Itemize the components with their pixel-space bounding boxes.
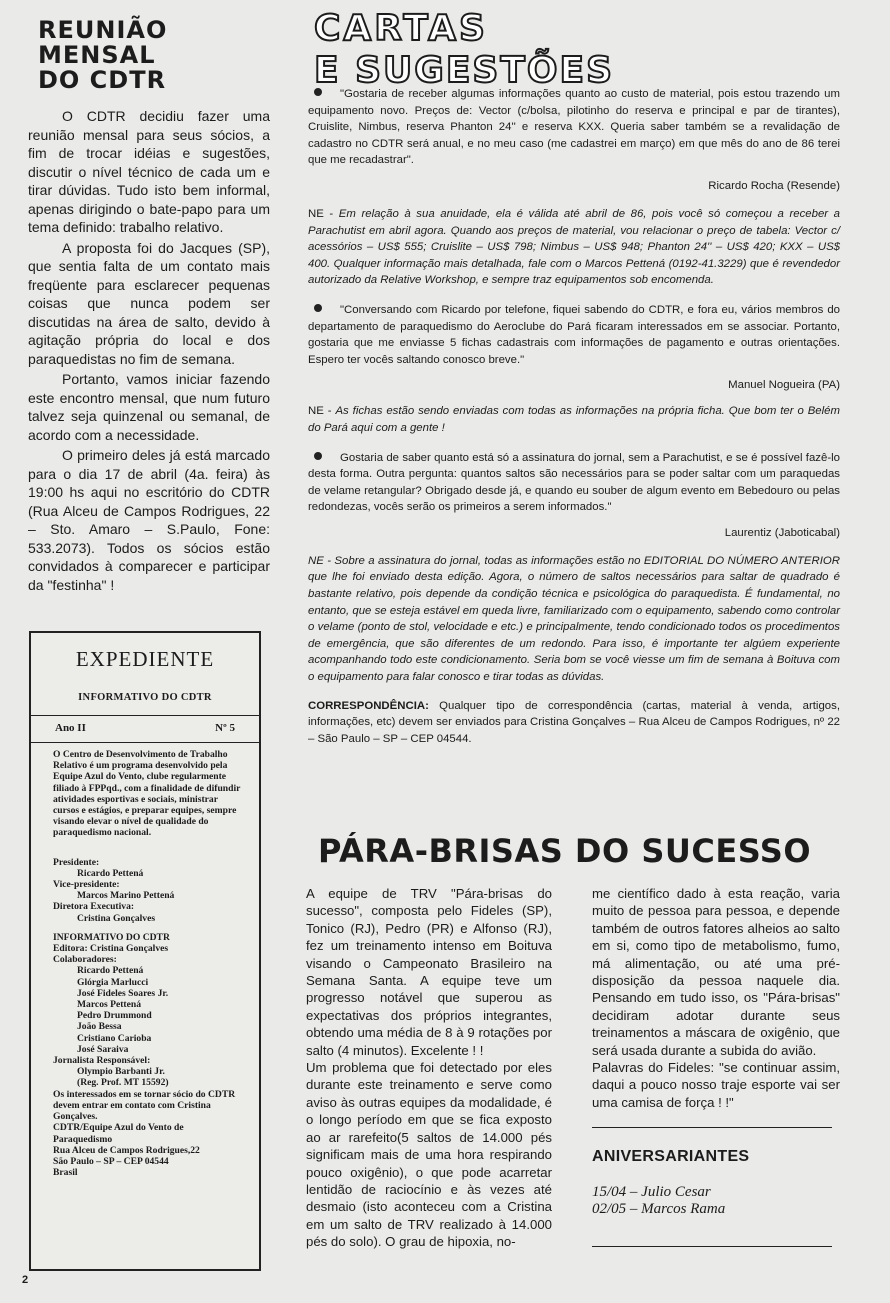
ne-1-text: Em relação à sua anuidade, ela é válida até abril de 86, pois você só começou a receber a Parachutist em abril agora. Quando aos preços de material, vou relacionar o preço de tabela: Vector c/ acessórios – US$ 555; Cruislite – US$ 798; Nimbus – US$ 948; Phanton 24'' – US$ 420; KXX – US$ 400. Qualquer informação mais detalhada, fale com o Marcos Pettená (0192-41.3229) que é revendedor autorizado da Relative Workshop, e sempre traz equipamentos sob encomenda. (308, 207, 840, 287)
correspondencia-text: Qualquer tipo de correspondência (cartas, material à venda, artigos, informações, etc) devem ser enviados para Cristina Gonçalves – Rua Alceu de Campos Rodrigues, nº 22 – São Paulo – SP – CEP 04544. (308, 699, 840, 745)
bullet-icon (314, 452, 322, 460)
aniversariantes-title: ANIVERSARIANTES (592, 1148, 750, 1166)
editora: Editora: Cristina Gonçalves (53, 943, 169, 955)
presidente-name: Ricardo Pettená (77, 867, 144, 879)
cartas-section (308, 86, 840, 747)
cartas-title-line2: E SUGESTÕES (314, 50, 615, 86)
aniversariantes-list (592, 1184, 840, 1218)
parabrisas-column-2 (592, 885, 840, 1247)
jornalista-label: Jornalista Responsável: (53, 1055, 151, 1067)
reuniao-title-line2: MENSAL (38, 41, 156, 69)
address-line: CDTR/Equipe Azul do Vento de Paraquedismo (53, 1122, 184, 1145)
aniversariante-date: 02/05 (592, 1201, 627, 1218)
correspondencia-label: CORRESPONDÊNCIA: (308, 699, 429, 712)
expediente-body (31, 743, 259, 1178)
ne-1 (308, 206, 840, 289)
letter-3-signature: Laurentiz (Jaboticabal) (724, 526, 840, 539)
aniversariante-item: 02/05 – Marcos Rama (592, 1201, 726, 1218)
colaborador: João Bessa (77, 1021, 122, 1033)
expediente-box (29, 631, 261, 1271)
aniversariante-date: 15/04 (592, 1184, 627, 1201)
issue-year: Ano II (55, 722, 86, 734)
aniversariante-name: Marcos Rama (641, 1201, 726, 1218)
parabrisas-paragraph: me científico dado à esta reação, varia muito de pessoa para pessoa, e depende também de outros fatores alheios ao salto em si, como tipo de metabolismo, fumo, má alimentação, ou até uma pré-disposição da pessoa naquele dia. Pensando em tudo isso, os "Pára-brisas" decidiram adotar durante seus treinamentos a máscara de oxigênio, que será usada durante a subida do avião. (592, 886, 840, 1058)
jornalista-name: Olympio Barbanti Jr. (77, 1066, 165, 1078)
parabrisas-title: PÁRA-BRISAS DO SUCESSO (318, 832, 812, 870)
ne-2-text: As fichas estão sendo enviadas com todas as informações na própria ficha. Que bom ter o Belém do Pará aqui com a gente ! (308, 405, 841, 434)
correspondencia (308, 698, 840, 748)
colaborador: Ricardo Pettená (77, 965, 144, 977)
colaborador: José Fideles Soares Jr. (77, 987, 169, 999)
parabrisas-paragraph: Um problema que foi detectado por eles durante este treinamento e serve como aviso às outras equipes da modalidade, é o longo período em que se fica exposto ao ar rarefeito(5 saltos de 14.000 pés significam mais de uma hora respirando pouco oxigênio), o que pode acarretar lentidão de raciocínio e às vezes até desmaio (isto aconteceu com a Cristina em um salto de TRV realizado à 14.000 pés do solo). O grau de hipoxia, no- (306, 1060, 552, 1250)
reuniao-paragraph: O CDTR decidiu fazer uma reunião mensal para seus sócios, a fim de trocar idéias e sugestões, discutir o nível técnico de cada um e tirar dúvidas. Tudo isto bem informal, apenas dirigindo o bate-papo para um tema definido: trabalho relativo. (28, 108, 270, 235)
bullet-icon (314, 88, 322, 96)
colaborador: Marcos Pettená (77, 999, 142, 1011)
parabrisas-paragraph: A equipe de TRV "Pára-brisas do sucesso", composta pelo Fideles (SP), Tonico (RJ), Pedro (PR) e Alfonso (RJ), fez um treinamento intenso em Boituva visando o Campeonato Brasileiro na Semana Santa. A equipe teve um progresso notável que superou as expectativas dos próprios integrantes, obtendo uma média de 8 à 9 rotações por salto (4 minutos). Excelente ! ! (306, 886, 552, 1058)
reuniao-paragraph: O primeiro deles já está marcado para o dia 17 de abril (4a. feira) às 19:00 hs aqui no escritório do CDTR (Rua Alceu de Campos Rodrigues, 22 – Sto. Amaro – S.Paulo, Fone: 533.2073). Todos os sócios estão convidados à comparecer e participar da "festinha" ! (28, 447, 270, 593)
letter-2-text: "Conversando com Ricardo por telefone, fiquei sabendo do CDTR, e fora eu, vários membros do departamento de paraquedismo do Aeroclube do Pará ficaram interessados em se associar. Portanto, gostaria que me enviasse 5 fichas cadastrais com informações de pagamento e outras orientações. Espero ter vocês saltando conosco breve." (308, 303, 840, 366)
presidente-label: Presidente: (53, 856, 100, 868)
diretora-name: Cristina Gonçalves (77, 912, 156, 924)
letter-1 (308, 86, 840, 169)
cartas-title-line1: CARTAS (314, 8, 488, 49)
interessados-note: Os interessados em se tornar sócio do CDTR devem entrar em contato com Cristina Gonçalves. (53, 1088, 236, 1123)
ne-2 (308, 403, 840, 436)
letter-2-signature: Manuel Nogueira (PA) (728, 379, 840, 392)
expediente-title: EXPEDIENTE (75, 647, 215, 671)
vice-name: Marcos Marino Pettená (77, 890, 175, 902)
cartas-title (312, 6, 652, 86)
address-line: Brasil (53, 1167, 78, 1179)
vice-label: Vice-presidente: (53, 879, 120, 891)
colaboradores-label: Colaboradores: (53, 954, 117, 966)
reuniao-paragraph: A proposta foi do Jacques (SP), que sentia falta de um contato mais freqüente para esclarecer pequenas coisas que nunca podem ser discutidas na área de salto, devido à agitação própria do local e dos paraquedistas no fim de semana. (28, 239, 270, 367)
parabrisas-column-1 (306, 885, 552, 1251)
diretora-label: Diretora Executiva: (53, 901, 135, 913)
expediente-issue (31, 716, 259, 738)
address-line: Rua Alceu de Campos Rodrigues,22 (53, 1144, 200, 1156)
reuniao-title-line3: DO CDTR (38, 66, 167, 94)
page-number: 2 (22, 1274, 29, 1286)
bullet-icon (314, 304, 322, 312)
divider (592, 1246, 832, 1247)
colaborador: Glórgia Marlucci (77, 976, 149, 988)
letter-3 (308, 450, 840, 516)
aniversariante-name: Julio Cesar (641, 1184, 711, 1201)
divider (592, 1127, 832, 1128)
jornalista-registro: (Reg. Prof. MT 15592) (77, 1077, 169, 1089)
letter-2 (308, 302, 840, 368)
expediente-intro: O Centro de Desenvolvimento de Trabalho Relativo é um programa desenvolvido pela Equipe Azul do Vento, clube regularmente filiado à FPPqd., com a finalidade de difundir atividades esportivas e sociais, ministrar cursos e estágios, e preparar equipes, sempre visando elevar o nível de qualidade do paraquedismo nacional. (53, 749, 241, 839)
reuniao-title-line1: REUNIÃO (38, 16, 168, 44)
letter-1-text: "Gostaria de receber algumas informações quanto ao custo de material, pois estou trazendo um equipamento novo. Preços de: Vector (c/bolsa, pilotinho do reserva e principal e par de tirantes), Cruislite, Nimbus, reserva Phanton 24'' e reserva KXX. Queria saber também se a revalidação de cadastro no CDTR será anual, e no meu caso (me cadastrei em março) em que mês do ano de 86 terei que me recadastrar". (308, 88, 840, 167)
ne-label: NE - (308, 405, 336, 418)
informativo-label: INFORMATIVO DO CDTR (53, 931, 170, 943)
reuniao-paragraph: Portanto, vamos iniciar fazendo este encontro mensal, que num futuro talvez seja quinzenal ou semanal, de acordo com a necessidade. (28, 371, 270, 443)
colaborador: José Saraiva (77, 1043, 129, 1055)
letter-3-text: Gostaria de saber quanto está só a assinatura do jornal, sem a Parachutist, e se é possível fazê-lo desta forma. Outra pergunta: quantos saltos são necessários para se poder saltar com um paraquedas de velame retangular? Obrigado desde já, e quando eu souber de algum evento em Bebedouro ou pelas redondezas, vocês serão os primeiros a serem informados." (308, 451, 840, 514)
expediente-subtitle: INFORMATIVO DO CDTR (78, 692, 212, 703)
reuniao-body (28, 107, 270, 594)
colaborador: Cristiano Carioba (77, 1032, 152, 1044)
issue-number: Nº 5 (215, 722, 235, 734)
letter-1-signature: Ricardo Rocha (Resende) (708, 179, 840, 192)
parabrisas-paragraph: Palavras do Fideles: "se continuar assim, daqui a pouco nosso traje esporte vai ser uma camisa de força ! !" (592, 1060, 840, 1110)
reuniao-article (28, 18, 270, 594)
colaborador: Pedro Drummond (77, 1010, 152, 1022)
ne-3: NE - Sobre a assinatura do jornal, todas as informações estão no EDITORIAL DO NÚMERO ANTERIOR que lhe foi enviado desta edição. Agora, o número de saltos necessários para saltar de quadrado é bastante relativo, pois depende da condição técnica e psicológica do paraquedista. É fundamental, no entanto, que se esteja estável em queda livre, familiarizado com o equipamento, sabendo como controlar o velame (ponto de stol, velocidade e etc.) e principalmente, tendo condicionado todos os procedimentos de emergência, que são diferentes de um redondo. Para isso, é importante ter algúem experiente acompanhando todo este condicionamento. Seria bom se você viesse um fim de semana à Boituva com o equipamento para falar conosco e tirar todas as dúvidas. (308, 554, 840, 684)
address-line: São Paulo – SP – CEP 04544 (53, 1155, 169, 1167)
aniversariante-item: 15/04 – Julio Cesar (592, 1184, 711, 1201)
ne-label: NE - (308, 207, 339, 220)
reuniao-title (38, 18, 270, 93)
